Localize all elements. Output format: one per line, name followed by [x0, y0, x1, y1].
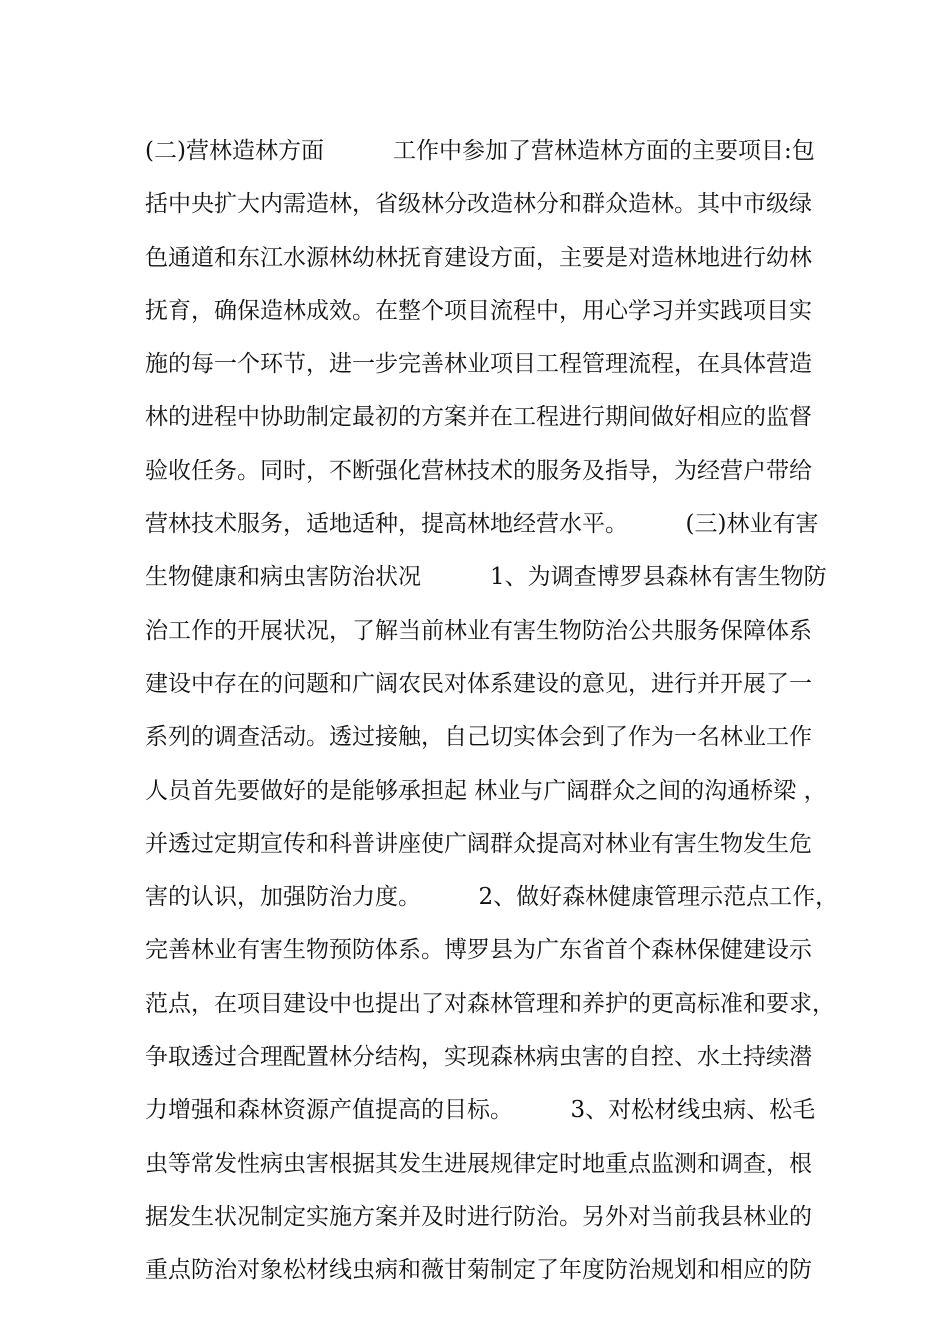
text-line: 并透过定期宣传和科普讲座使广阔群众提高对林业有害生物发生危 [145, 830, 812, 857]
text-line: 重点防治对象松材线虫病和薇甘菊制定了年度防治规划和相应的防 [145, 1257, 812, 1284]
text-line: 虫等常发性病虫害根据其发生进展规律定时地重点监测和调查，根 [145, 1150, 812, 1177]
text-line: 抚育，确保造林成效。在整个项目流程中，用心学习并实践项目实 [145, 297, 812, 324]
text-line: (二)营林造林方面 工作中参加了营林造林方面的主要项目:包 [145, 138, 815, 164]
document-body [145, 131, 839, 1304]
text-line: 验收任务。同时，不断强化营林技术的服务及指导，为经营户带给 [145, 457, 812, 484]
text-line: 争取透过合理配置林分结构，实现森林病虫害的自控、水土持续潜 [145, 1044, 812, 1071]
text-line: 营林技术服务，适地适种，提高林地经营水平。 (三)林业有害 [145, 511, 819, 538]
text-line: 林的进程中协助制定最初的方案并在工程进行期间做好相应的监督 [145, 404, 812, 431]
text-line: 建设中存在的问题和广阔农民对体系建设的意见，进行并开展了一 [145, 670, 812, 697]
text-line: 色通道和东江水源林幼林抚育建设方面，主要是对造林地进行幼林 [145, 244, 812, 271]
text-line: 系列的调查活动。透过接触，自己切实体会到了作为一名林业工作 [145, 724, 812, 751]
text-line: 完善林业有害生物预防体系。博罗县为广东省首个森林保健建设示 [145, 937, 812, 964]
text-line: 据发生状况制定实施方案并及时进行防治。另外对当前我县林业的 [145, 1203, 812, 1230]
text-line: 范点，在项目建设中也提出了对森林管理和养护的更高标准和要求， [145, 990, 835, 1017]
text-line: 力增强和森林资源产值提高的目标。 3、对松材线虫病、松毛 [145, 1097, 816, 1124]
text-line: 生物健康和病虫害防治状况 1、为调查博罗县森林有害生物防 [145, 564, 827, 591]
text-line: 施的每一个环节，进一步完善林业项目工程管理流程，在具体营造 [145, 351, 812, 378]
text-line: 害的认识，加强防治力度。 2、做好森林健康管理示范点工作， [145, 884, 839, 911]
text-line: 括中央扩大内需造林，省级林分改造林分和群众造林。其中市级绿 [145, 191, 812, 218]
text-line: 人员首先要做好的是能够承担起 林业与广阔群众之间的沟通桥梁 ， [145, 777, 827, 804]
text-line: 治工作的开展状况，了解当前林业有害生物防治公共服务保障体系 [145, 617, 812, 644]
